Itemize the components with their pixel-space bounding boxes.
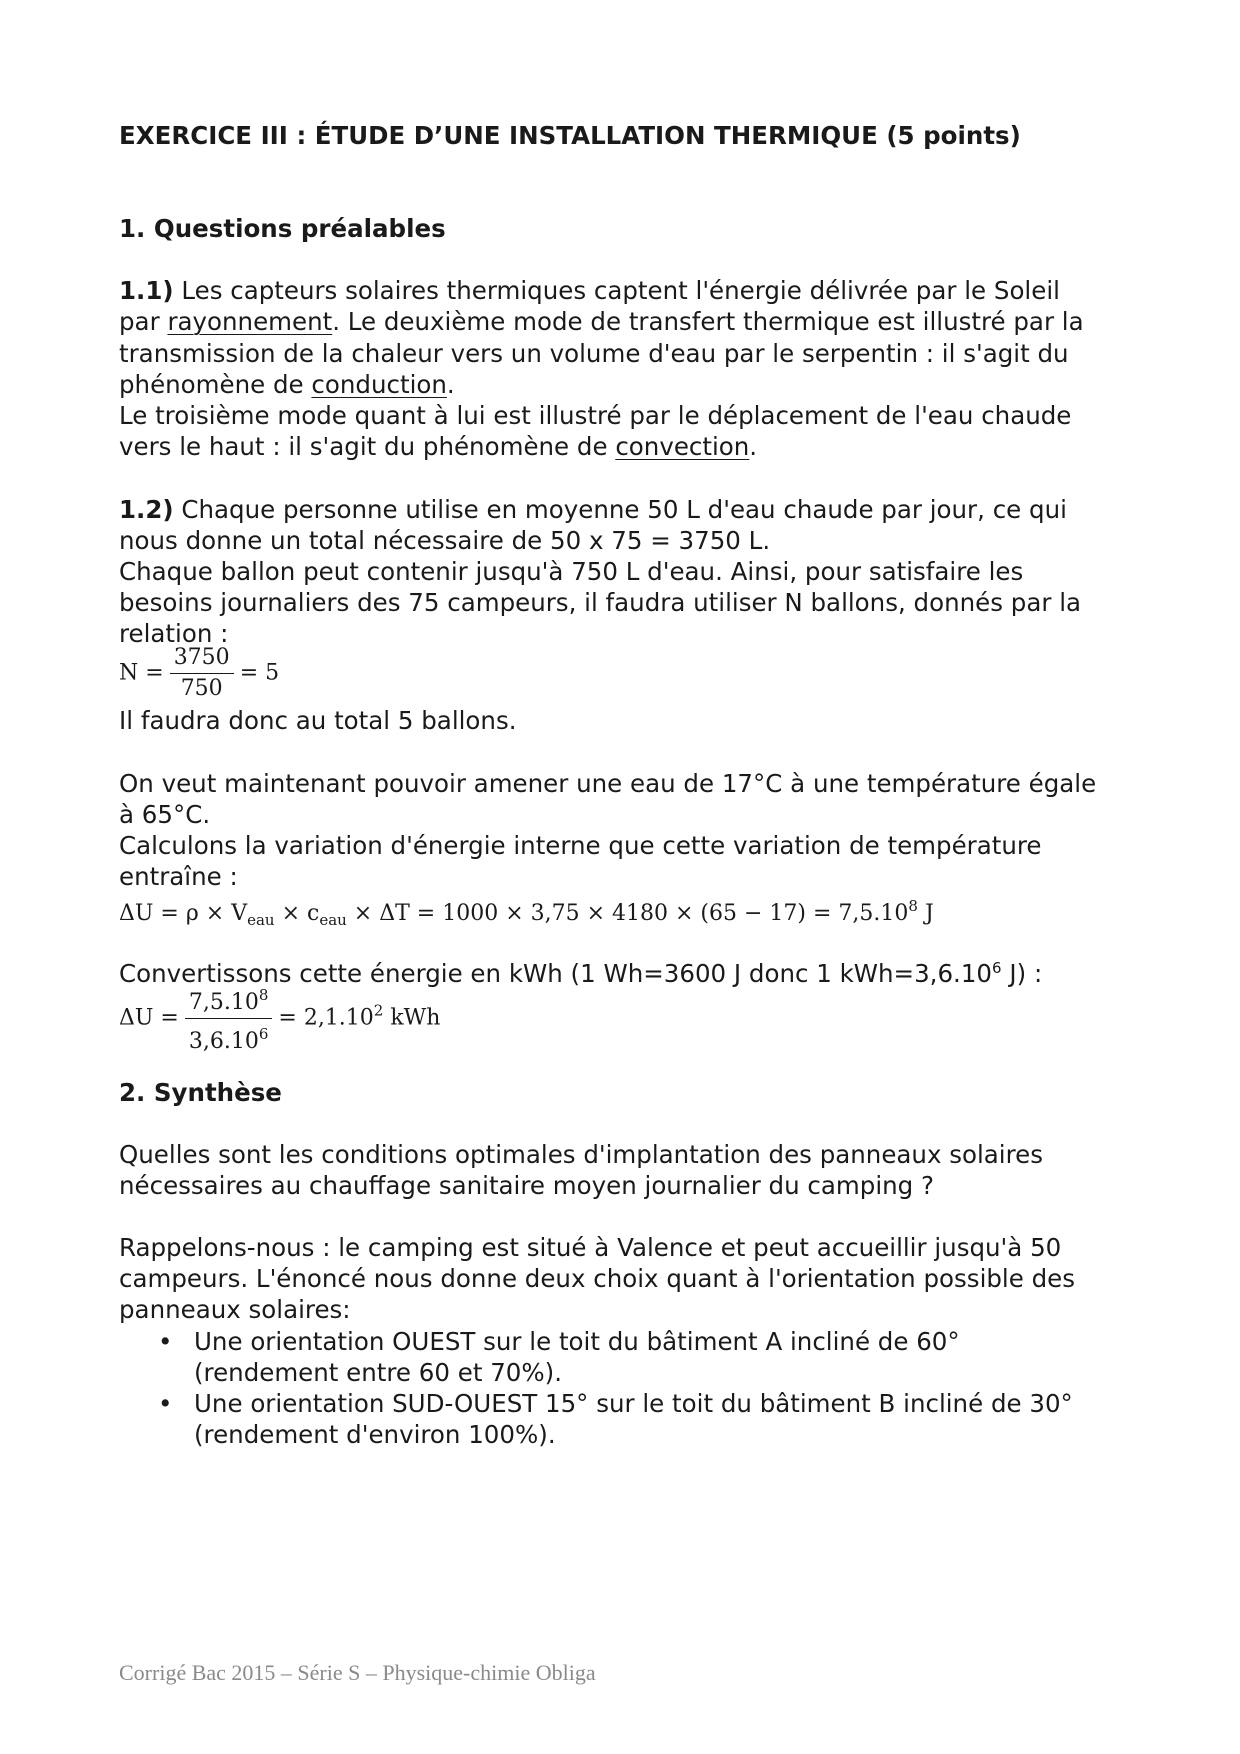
equation-rhs: = 2,1.10 (278, 1005, 374, 1031)
text: . (446, 370, 455, 399)
text: vers le haut : il s'agit du phénomène de (119, 432, 616, 461)
paragraph-line: transmission de la chaleur vers un volume d'eau par le serpentin : il s'agit du (119, 339, 1069, 368)
fraction-denominator (185, 1019, 273, 1057)
unit: kWh (383, 1005, 441, 1031)
fraction (170, 643, 234, 704)
list-item: Une orientation OUEST sur le toit du bâtiment A incliné de 60° (194, 1327, 960, 1356)
equation-part: J (917, 901, 934, 926)
equation-internal-energy (119, 889, 934, 938)
paragraph-line: Quelles sont les conditions optimales d'implantation des panneaux solaires (119, 1140, 1043, 1169)
paragraph-line (119, 273, 1060, 308)
list-item: Une orientation SUD-OUEST 15° sur le toit du bâtiment B incliné de 30° (194, 1389, 1073, 1418)
paragraph-line: Il faudra donc au total 5 ballons. (119, 706, 517, 735)
paragraph-line: campeurs. L'énoncé nous donne deux choix quant à l'orientation possible des (119, 1264, 1075, 1293)
paragraph-line: On veut maintenant pouvoir amener une eau de 17°C à une température égale (119, 769, 1097, 798)
paragraph-line: entraîne : (119, 862, 238, 891)
superscript: 2 (373, 1001, 384, 1020)
text: Les capteurs solaires thermiques captent l'énergie délivrée par le Soleil (173, 276, 1060, 305)
text: 3,6.10 (188, 1029, 259, 1054)
question-label: 1.1) (119, 276, 174, 305)
exercise-title: EXERCICE III : ÉTUDE D’UNE INSTALLATION THERMIQUE (5 points) (119, 121, 1021, 150)
paragraph-line: Calculons la variation d'énergie interne que cette variation de température (119, 831, 1042, 860)
bullet-icon: • (158, 1389, 173, 1418)
paragraph-line: relation : (119, 619, 229, 648)
paragraph-line (119, 492, 1067, 527)
subscript: eau (319, 911, 347, 929)
section-heading-1: 1. Questions préalables (119, 214, 446, 243)
equation-lhs: ΔU = (119, 1005, 179, 1031)
page-footer: Corrigé Bac 2015 – Série S – Physique-chimie Obliga (119, 1660, 596, 1685)
superscript: 6 (258, 1025, 269, 1043)
equation-part: × ΔT = 1000 × 3,75 × 4180 × (65 − 17) = 7,5.10 (346, 901, 909, 926)
superscript: 8 (908, 897, 918, 915)
fraction-numerator: 3750 (170, 643, 234, 674)
equation-n-balloons (119, 643, 279, 704)
paragraph-line: Rappelons-nous : le camping est situé à Valence et peut accueillir jusqu'à 50 (119, 1233, 1062, 1262)
text: Convertissons cette énergie en kWh (1 Wh=3600 J donc 1 kWh=3,6.10 (119, 959, 993, 988)
underlined-term: convection (615, 432, 750, 461)
paragraph-line (119, 367, 455, 402)
text: . (749, 432, 758, 461)
text: J) : (1001, 959, 1043, 988)
paragraph-line: nécessaires au chauffage sanitaire moyen journalier du camping ? (119, 1171, 935, 1200)
superscript: 6 (992, 959, 1002, 977)
text: . Le deuxième mode de transfert thermique est illustré par la (332, 307, 1084, 336)
section-heading-2: 2. Synthèse (119, 1078, 282, 1107)
underlined-term: rayonnement (167, 307, 333, 336)
equation-lhs: N = (119, 660, 164, 686)
equation-part: × c (274, 901, 320, 926)
paragraph-line: à 65°C. (119, 800, 211, 829)
paragraph-line: panneaux solaires: (119, 1295, 351, 1324)
bullet-icon: • (158, 1327, 173, 1356)
paragraph-line (119, 429, 757, 464)
text: 7,5.10 (188, 990, 259, 1015)
list-item: (rendement d'environ 100%). (194, 1420, 556, 1449)
list-item: (rendement entre 60 et 70%). (194, 1358, 563, 1387)
text: par (119, 307, 168, 336)
text: phénomène de (119, 370, 312, 399)
paragraph-line: Chaque ballon peut contenir jusqu'à 750 L d'eau. Ainsi, pour satisfaire les (119, 557, 1024, 586)
paragraph-line (119, 304, 1084, 339)
equation-kwh (119, 980, 440, 1057)
superscript: 8 (258, 986, 269, 1004)
underlined-term: conduction (311, 370, 447, 399)
paragraph-line: besoins journaliers des 75 campeurs, il faudra utiliser N ballons, donnés par la (119, 588, 1082, 617)
equation-part: ΔU = ρ × V (119, 901, 248, 926)
paragraph-line: nous donne un total nécessaire de 50 x 75 = 3750 L. (119, 526, 771, 555)
paragraph-line: Le troisième mode quant à lui est illustré par le déplacement de l'eau chaude (119, 401, 1072, 430)
fraction-denominator: 750 (180, 676, 223, 701)
fraction-numerator (185, 980, 273, 1019)
text: Chaque personne utilise en moyenne 50 L d'eau chaude par jour, ce qui (173, 495, 1067, 524)
subscript: eau (247, 911, 275, 929)
equation-rhs: = 5 (239, 660, 280, 686)
question-label: 1.2) (119, 495, 174, 524)
fraction (185, 980, 273, 1057)
